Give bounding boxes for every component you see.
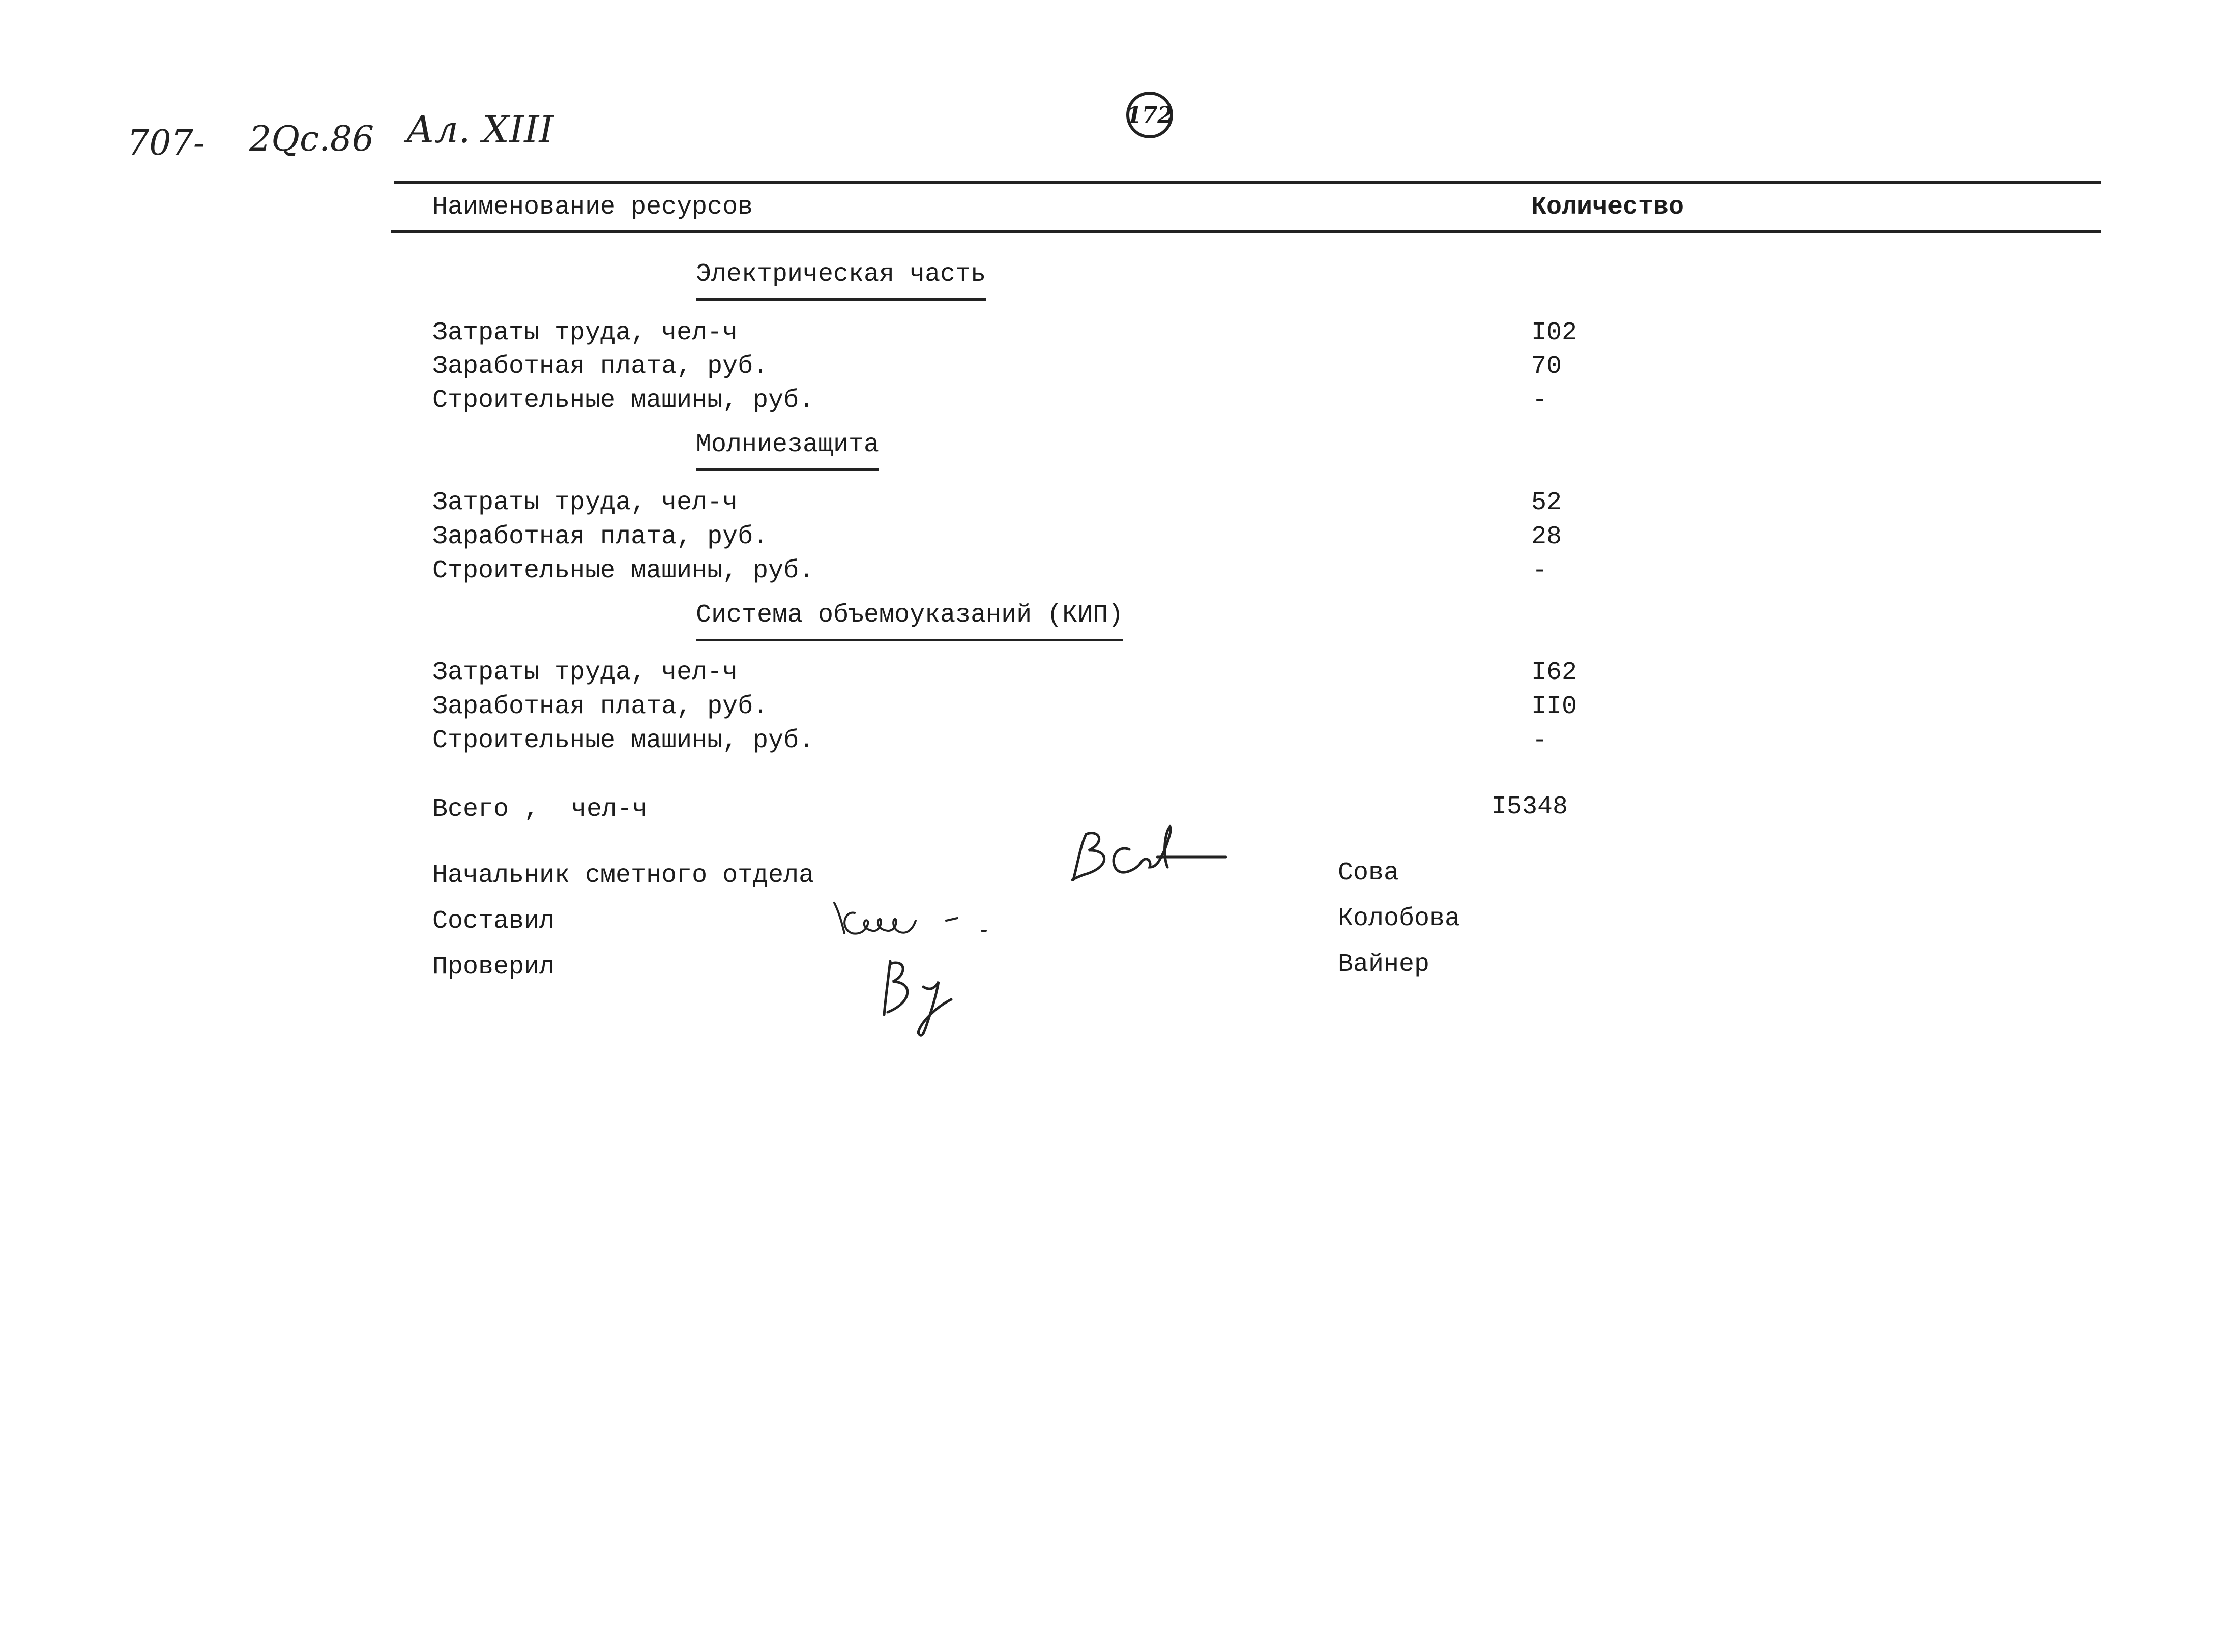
header-rule-bottom (391, 230, 2101, 233)
column-header-quantity: Количество (1531, 193, 1684, 222)
row-value: 28 (1531, 522, 1562, 551)
section-title-underline (696, 468, 879, 471)
row-label: Заработная плата, руб. (432, 692, 769, 721)
row-label: Строительные машины, руб. (432, 386, 814, 415)
handwritten-code-right: Ал. XIII (406, 108, 554, 152)
signature-role: Составил (432, 907, 555, 936)
row-value: II0 (1531, 692, 1577, 721)
section-title-underline (696, 639, 1123, 641)
section-title-kip (696, 603, 1123, 628)
section-title-text: Молниезащита (696, 430, 880, 459)
handwritten-signature-compiler (824, 893, 1028, 954)
signature-name: Вайнер (1338, 950, 1430, 979)
row-label: Строительные машины, руб. (432, 726, 814, 755)
row-label: Затраты труда, чел-ч (432, 318, 738, 347)
page-number-stamp (1126, 92, 1173, 138)
row-label: Затраты труда, чел-ч (432, 658, 738, 687)
handwritten-code-left: 707- (127, 123, 205, 163)
signature-role: Проверил (432, 953, 555, 982)
row-value: - (1532, 556, 1548, 585)
handwritten-code-mid: 2Qc.86 (249, 119, 374, 159)
row-label: Строительные машины, руб. (432, 556, 814, 585)
section-title-text: Электрическая часть (696, 260, 986, 289)
row-label: Заработная плата, руб. (432, 352, 769, 381)
section-title-electrical (696, 262, 986, 287)
row-value: I62 (1531, 658, 1577, 687)
signature-role: Начальник сметного отдела (432, 861, 814, 890)
row-label: Заработная плата, руб. (432, 522, 769, 551)
section-title-text: Система объемоуказаний (КИП) (696, 601, 1124, 630)
section-title-underline (696, 298, 986, 301)
row-value: - (1532, 386, 1548, 415)
page-number: 172 (1126, 102, 1173, 128)
signature-name: Колобова (1338, 904, 1460, 933)
row-value: 70 (1531, 352, 1562, 381)
handwritten-signature-checker (875, 951, 977, 1043)
total-label: Всего , (432, 795, 540, 824)
section-title-lightning (696, 432, 879, 458)
signature-name: Сова (1338, 859, 1399, 888)
header-rule-top (394, 181, 2101, 184)
column-header-name: Наименование ресурсов (432, 193, 753, 222)
handwritten-signature-head (1058, 819, 1231, 895)
row-value: - (1532, 726, 1548, 755)
row-value: 52 (1531, 488, 1562, 517)
total-value: I5348 (1491, 792, 1568, 821)
row-value: I02 (1531, 318, 1577, 347)
row-label: Затраты труда, чел-ч (432, 488, 738, 517)
total-unit: чел-ч (571, 795, 648, 824)
